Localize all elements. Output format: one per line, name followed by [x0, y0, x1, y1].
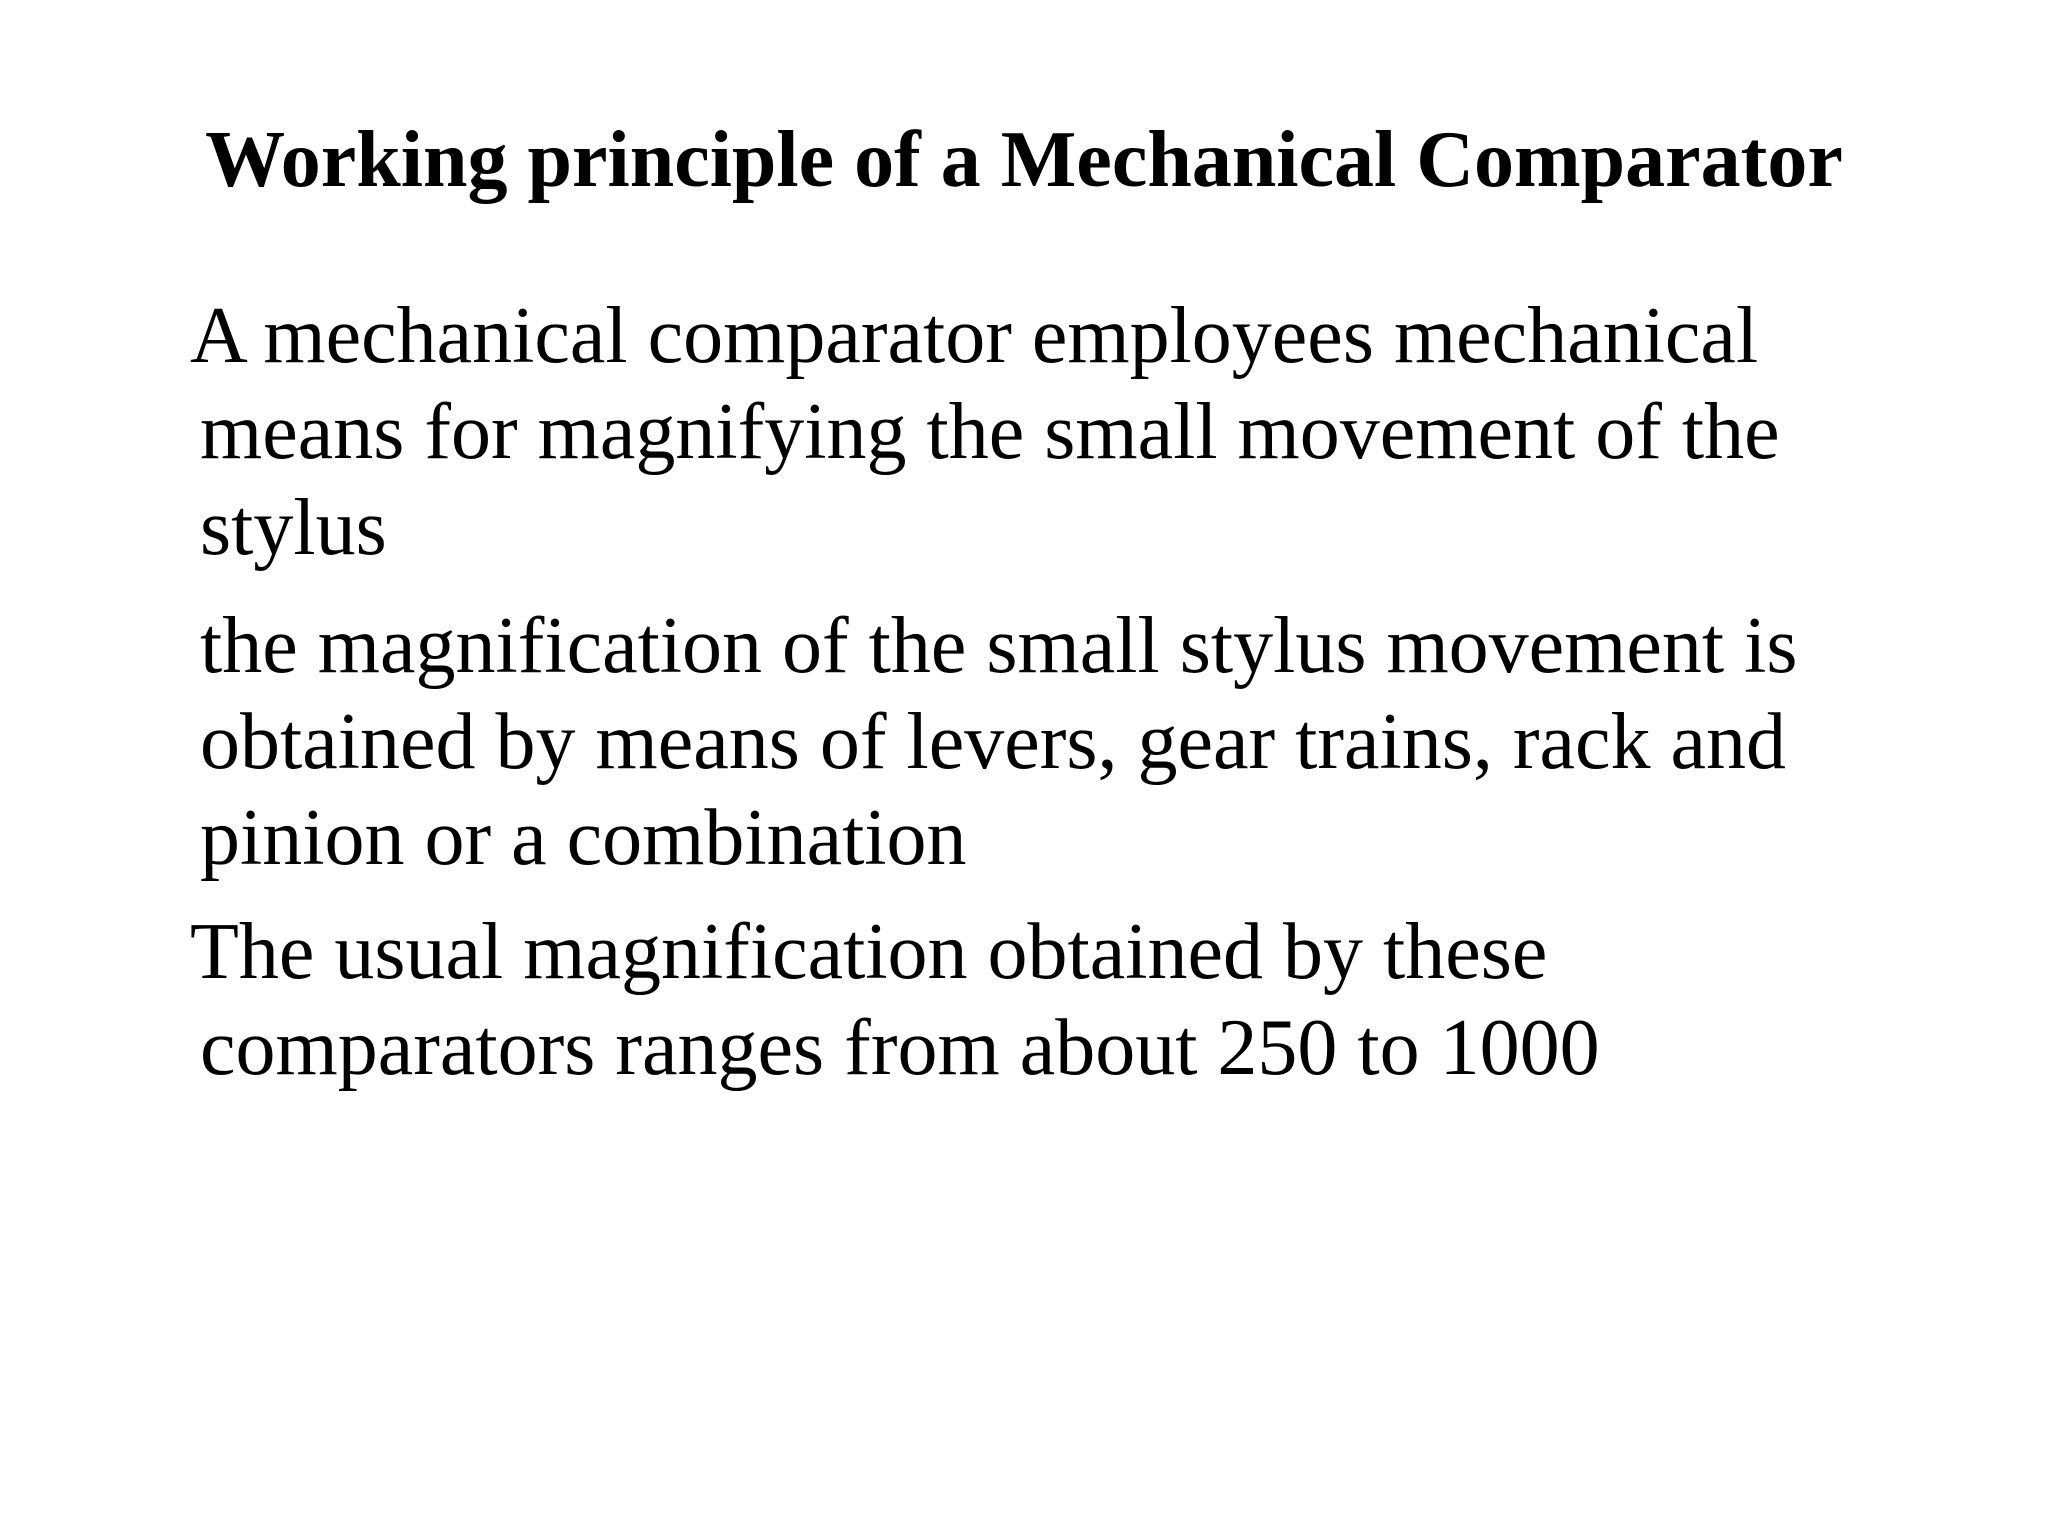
paragraph-line: obtained by means of levers, gear trains, rack and — [200, 698, 1787, 786]
paragraph-line: comparators ranges from about 250 to 1000 — [200, 1004, 1600, 1092]
paragraph-line: pinion or a combination — [200, 794, 967, 882]
paragraph-line: the magnification of the small stylus movement is — [200, 602, 1798, 690]
paragraph-line: stylus — [200, 484, 387, 572]
slide-title: Working principle of a Mechanical Comparator — [205, 116, 1843, 204]
paragraph-line: A mechanical comparator employees mechanical — [190, 292, 1759, 380]
paragraph-line: means for magnifying the small movement of the — [200, 388, 1780, 476]
paragraph-line: The usual magnification obtained by these — [190, 908, 1548, 996]
